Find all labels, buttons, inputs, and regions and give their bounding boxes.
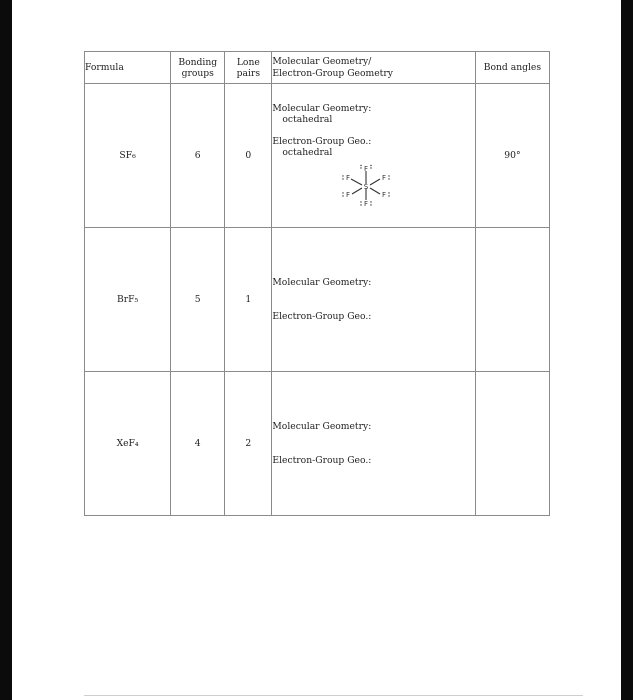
page-bottom-rule: [84, 695, 583, 696]
table-header-row: [85, 52, 550, 84]
electron-group-label: Electron-Group Geo.:: [272, 311, 372, 322]
cell-bond-angle[interactable]: [475, 228, 549, 372]
cell-formula: SF₆: [85, 84, 171, 228]
cell-geometry: [272, 372, 475, 516]
cell-lone-pairs: 0: [225, 84, 272, 228]
left-black-border: [0, 0, 12, 700]
molecular-geometry-table: [84, 51, 550, 516]
cell-lone-pairs: 1: [225, 228, 272, 372]
header-lone-line1: Lone: [236, 56, 260, 68]
cell-bond-angle[interactable]: [475, 372, 549, 516]
cell-formula: BrF₅: [85, 228, 171, 372]
header-geo-line1: Molecular Geometry/: [272, 55, 372, 67]
table-row: [85, 372, 550, 516]
svg-text:F: F: [364, 165, 369, 173]
header-bonding-groups: [171, 52, 225, 84]
cell-bonding-groups: 4: [171, 372, 225, 516]
molecular-geometry-label: Molecular Geometry:: [272, 103, 372, 114]
header-lone-pairs: [225, 52, 272, 84]
svg-text:F: F: [346, 174, 351, 182]
header-bonding-line1: Bonding: [178, 56, 218, 68]
header-geometry: [272, 52, 475, 84]
molecular-geometry-value: octahedral: [282, 114, 333, 125]
electron-group-value: octahedral: [282, 147, 333, 158]
header-geo-line2: Electron-Group Geometry: [272, 67, 393, 79]
svg-text:F: F: [382, 191, 387, 199]
svg-text:F: F: [346, 191, 351, 199]
sf6-lewis-structure-icon: [342, 164, 390, 208]
cell-formula: XeF₄: [85, 372, 171, 516]
cell-geometry: [272, 84, 475, 228]
cell-bonding-groups: 5: [171, 228, 225, 372]
header-bond-angles: Bond angles: [475, 52, 549, 84]
right-black-border: [621, 0, 633, 700]
cell-lone-pairs: 2: [225, 372, 272, 516]
header-formula: Formula: [85, 52, 171, 84]
cell-bond-angle: 90°: [475, 84, 549, 228]
cell-bonding-groups: 6: [171, 84, 225, 228]
svg-text:F: F: [364, 200, 369, 208]
cell-geometry: [272, 228, 475, 372]
electron-group-label: Electron-Group Geo.:: [272, 455, 372, 466]
header-lone-line2: pairs: [236, 67, 261, 79]
electron-group-label: Electron-Group Geo.:: [272, 136, 372, 147]
molecular-geometry-label: Molecular Geometry:: [272, 277, 372, 288]
table-row: [85, 84, 550, 228]
svg-text:F: F: [382, 174, 387, 182]
molecular-geometry-label: Molecular Geometry:: [272, 421, 372, 432]
header-bonding-line2: groups: [181, 67, 214, 79]
svg-text:S: S: [364, 183, 369, 191]
table-row: [85, 228, 550, 372]
